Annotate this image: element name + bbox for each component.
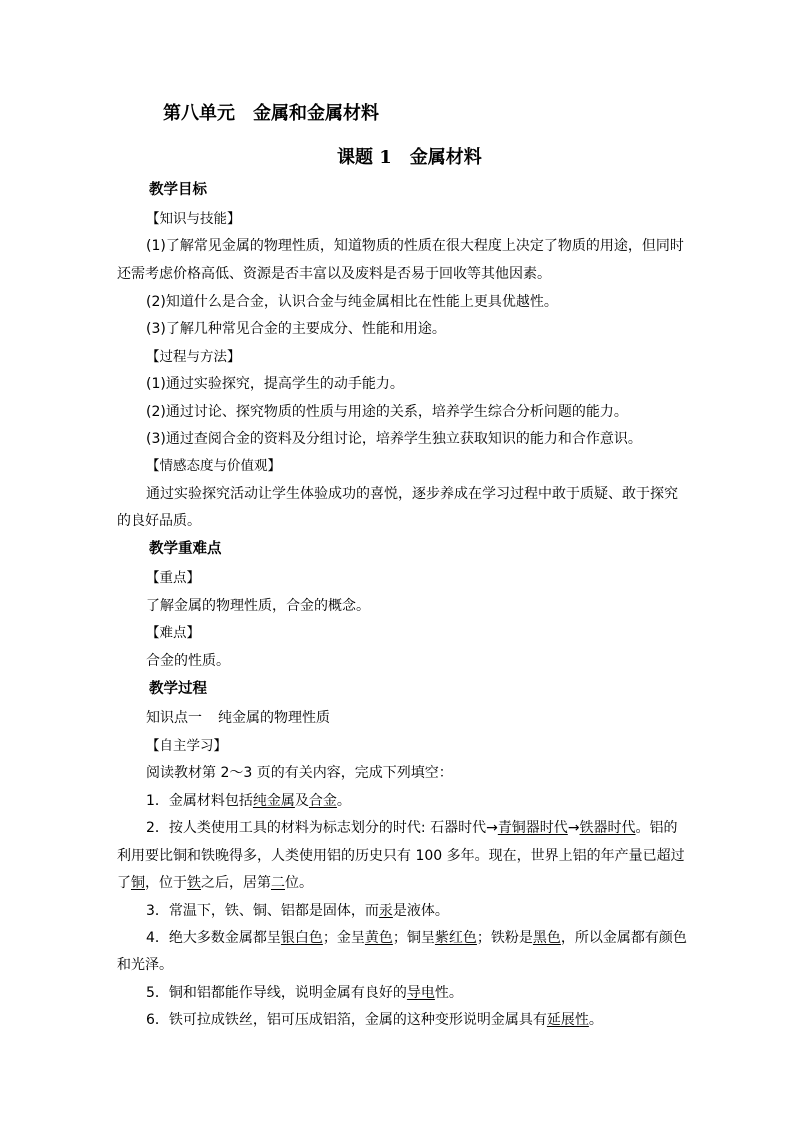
key-point-text: 了解金属的物理性质，合金的概念。 xyxy=(146,598,370,614)
process-item-1: (1)通过实验探究，提高学生的动手能力。 xyxy=(146,376,404,392)
question-2-text: 。铝的 xyxy=(635,820,678,836)
knowledge-item-1b: 还需考虑价格高低、资源是否丰富以及废料是否易于回收等其他因素。 xyxy=(117,266,551,282)
answer-blank: 银白色 xyxy=(280,930,323,946)
answer-blank: 导电 xyxy=(406,985,435,1001)
question-2-text: ，位于 xyxy=(145,875,187,891)
question-2-text: → xyxy=(567,820,580,836)
section-heading-objectives: 教学目标 xyxy=(149,182,207,198)
knowledge-point-number: 知识点一 xyxy=(146,710,202,726)
knowledge-item-1a: (1)了解常见金属的物理性质，知道物质的性质在很大程度上决定了物质的用途，但同时 xyxy=(146,238,684,254)
answer-blank: 铁 xyxy=(187,875,201,891)
question-6-text: 6．铁可拉成铁丝，铝可压成铝箔，金属的这种变形说明金属具有 xyxy=(146,1012,547,1028)
question-4-line-1 xyxy=(146,929,687,947)
question-3-text: 是液体。 xyxy=(392,903,449,919)
question-5-text: 5．铜和铝都能作导线，说明金属有良好的 xyxy=(146,985,407,1001)
answer-blank: 青铜器时代 xyxy=(497,820,568,836)
tag-difficult: 【难点】 xyxy=(146,625,200,641)
answer-blank: 纯金属 xyxy=(252,793,295,809)
knowledge-point-1 xyxy=(146,709,330,727)
section-heading-keypoints: 教学重难点 xyxy=(149,541,222,557)
tag-process: 【过程与方法】 xyxy=(146,349,241,365)
answer-blank: 紫红色 xyxy=(434,930,477,946)
emotion-item-b: 的良好品质。 xyxy=(117,513,201,529)
answer-blank: 铁器时代 xyxy=(579,820,636,836)
question-4-text: ；铜呈 xyxy=(392,930,435,946)
unit-name: 金属和金属材料 xyxy=(253,103,379,124)
question-2-text: 位。 xyxy=(285,875,313,891)
answer-blank: 二 xyxy=(271,875,285,891)
question-5-text: 性。 xyxy=(434,985,463,1001)
lesson-name: 金属材料 xyxy=(409,147,482,168)
lesson-title xyxy=(337,143,482,169)
question-2-text: 2．按人类使用工具的材料为标志划分的时代: 石器时代→ xyxy=(146,820,498,836)
question-2-line-3 xyxy=(117,874,313,892)
process-item-3: (3)通过查阅合金的资料及分组讨论，培养学生独立获取知识的能力和合作意识。 xyxy=(146,431,642,447)
knowledge-item-3: (3)了解几种常见合金的主要成分、性能和用途。 xyxy=(146,321,446,337)
question-5 xyxy=(146,984,463,1002)
question-3 xyxy=(146,902,449,920)
answer-blank: 延展性 xyxy=(546,1012,589,1028)
tag-knowledge: 【知识与技能】 xyxy=(146,211,241,227)
process-item-2: (2)通过讨论、探究物质的性质与用途的关系，培养学生综合分析问题的能力。 xyxy=(146,404,628,420)
answer-blank: 黄色 xyxy=(364,930,393,946)
knowledge-point-name: 纯金属的物理性质 xyxy=(218,710,330,726)
question-4-text: ；铁粉是 xyxy=(476,930,533,946)
question-1-text: 及 xyxy=(294,793,309,809)
question-2-line-1 xyxy=(146,819,678,837)
reading-instruction: 阅读教材第 2～3 页的有关内容，完成下列填空： xyxy=(146,765,453,781)
question-1 xyxy=(146,792,351,810)
question-3-text: 3．常温下，铁、铜、铝都是固体，而 xyxy=(146,903,379,919)
question-4-text: ；金呈 xyxy=(322,930,365,946)
section-heading-process: 教学过程 xyxy=(149,681,207,697)
unit-number: 第八单元 xyxy=(163,103,235,124)
tag-self-study: 【自主学习】 xyxy=(146,738,227,754)
answer-blank: 合金 xyxy=(308,793,337,809)
emotion-item-a: 通过实验探究活动让学生体验成功的喜悦，逐步养成在学习过程中敢于质疑、敢于探究 xyxy=(146,486,678,502)
tag-key: 【重点】 xyxy=(146,570,200,586)
question-4-text: ，所以金属都有颜色 xyxy=(560,930,687,946)
question-6 xyxy=(146,1011,603,1029)
question-6-text: 。 xyxy=(588,1012,603,1028)
lesson-number: 课题 1 xyxy=(337,147,392,168)
question-1-text: 。 xyxy=(336,793,351,809)
question-4-text: 4．绝大多数金属都呈 xyxy=(146,930,281,946)
question-2-line-2: 利用要比铜和铁晚得多，人类使用铝的历史只有 100 多年。现在，世界上铝的年产量已超过 xyxy=(117,848,685,864)
tag-emotion: 【情感态度与价值观】 xyxy=(146,458,281,474)
answer-blank: 黑色 xyxy=(532,930,561,946)
question-2-text: 之后，居第 xyxy=(201,875,271,891)
question-1-text: 1．金属材料包括 xyxy=(146,793,253,809)
answer-blank: 铜 xyxy=(131,875,145,891)
question-2-text: 了 xyxy=(117,875,131,891)
difficult-point-text: 合金的性质。 xyxy=(146,653,230,669)
question-4-line-2: 和光泽。 xyxy=(117,957,173,973)
knowledge-item-2: (2)知道什么是合金，认识合金与纯金属相比在性能上更具优越性。 xyxy=(146,294,558,310)
answer-blank: 汞 xyxy=(378,903,393,919)
unit-title xyxy=(163,99,379,125)
